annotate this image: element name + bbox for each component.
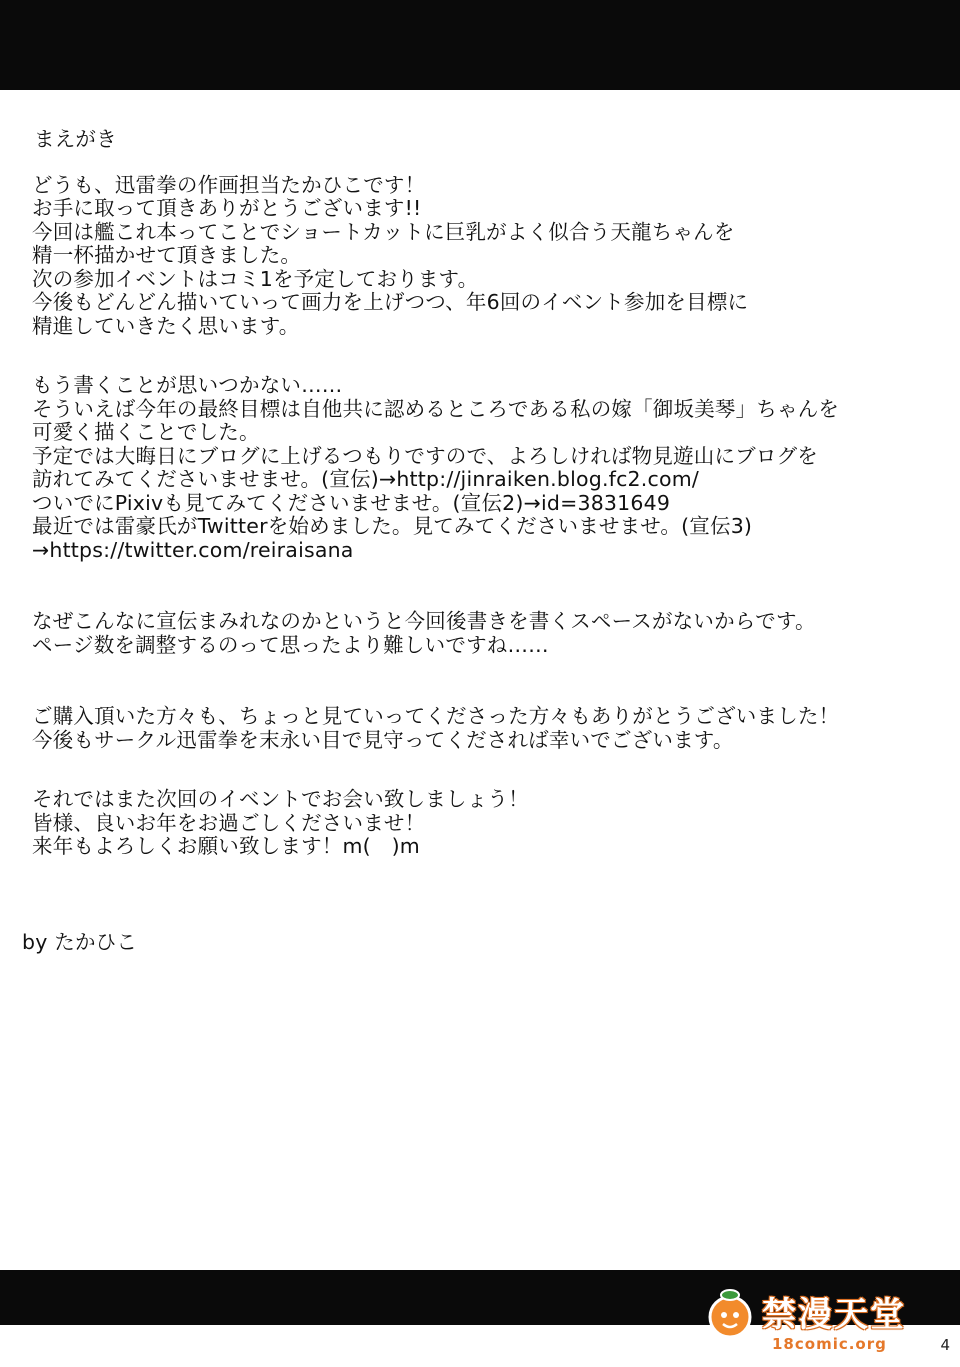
text-line: 可愛く描くことでした。 [32, 420, 260, 444]
top-black-border [0, 0, 960, 90]
text-line: 最近では雷豪氏がTwitterを始めました。見てみてくださいませませ。(宣伝3) [32, 514, 753, 538]
text-line: →https://twitter.com/reiraisana [32, 537, 354, 562]
text-line: それではまた次回のイベントでお会い致しましょう！ [32, 787, 529, 811]
paragraph-promotion [22, 374, 942, 562]
text-line: ご購入頂いた方々も、ちょっと見ていってくださった方々もありがとうございました！ [32, 704, 840, 728]
author-signature: by たかひこ [22, 929, 138, 954]
text-line: 来年もよろしくお願い致します！m( )m [32, 834, 420, 858]
text-line: 今後もサークル迅雷拳を末永い目で見守ってくだされば幸いでございます。 [32, 727, 734, 752]
paragraph-thanks [22, 705, 942, 752]
text-line: お手に取って頂きありがとうございます!! [32, 196, 422, 220]
watermark-title: 禁漫天堂 [762, 1295, 906, 1335]
text-line: ついでにPixivも見てみてくださいませませ。(宣伝2)→id=3831649 [32, 490, 671, 515]
paragraph-greeting [22, 174, 942, 339]
text-line: 次の参加イベントはコミ1を予定しております。 [32, 266, 479, 291]
paragraph-farewell [22, 788, 942, 859]
page-number: 4 [940, 1336, 950, 1354]
text-line: 予定では大晦日にブログに上げるつもりですので、よろしければ物見遊山にブログを [32, 443, 818, 468]
text-line: 精一杯描かせて頂きました。 [32, 243, 302, 267]
text-line: なぜこんなに宣伝まみれなのかというと今回後書きを書くスペースがないからです。 [32, 609, 816, 633]
orange-fruit-icon [700, 1283, 760, 1343]
site-watermark [700, 1283, 930, 1363]
watermark-url: 18comic.org [772, 1335, 887, 1353]
page-title: まえがき [34, 127, 117, 151]
text-line: 訪れてみてくださいませませ。(宣伝)→http://jinraiken.blog.fc2.com/ [32, 467, 700, 491]
paragraph-explanation [22, 610, 942, 657]
text-line: 皆様、良いお年をお過ごしくださいませ！ [32, 810, 426, 835]
text-line: そういえば今年の最終目標は自他共に認めるところである私の嫁「御坂美琴」ちゃんを [32, 396, 840, 421]
text-line: 今後もどんどん描いていって画力を上げつつ、年6回のイベント参加を目標に [32, 290, 749, 314]
text-line: 精進していきたく思います。 [32, 313, 300, 338]
afterword-page [22, 128, 942, 954]
text-line: ページ数を調整するのって思ったより難しいですね…… [32, 632, 549, 657]
text-line: どうも、迅雷拳の作画担当たかひこです！ [32, 172, 426, 197]
text-line: もう書くことが思いつかない…… [32, 373, 343, 397]
text-line: 今回は艦これ本ってことでショートカットに巨乳がよく似合う天龍ちゃんを [32, 219, 735, 244]
